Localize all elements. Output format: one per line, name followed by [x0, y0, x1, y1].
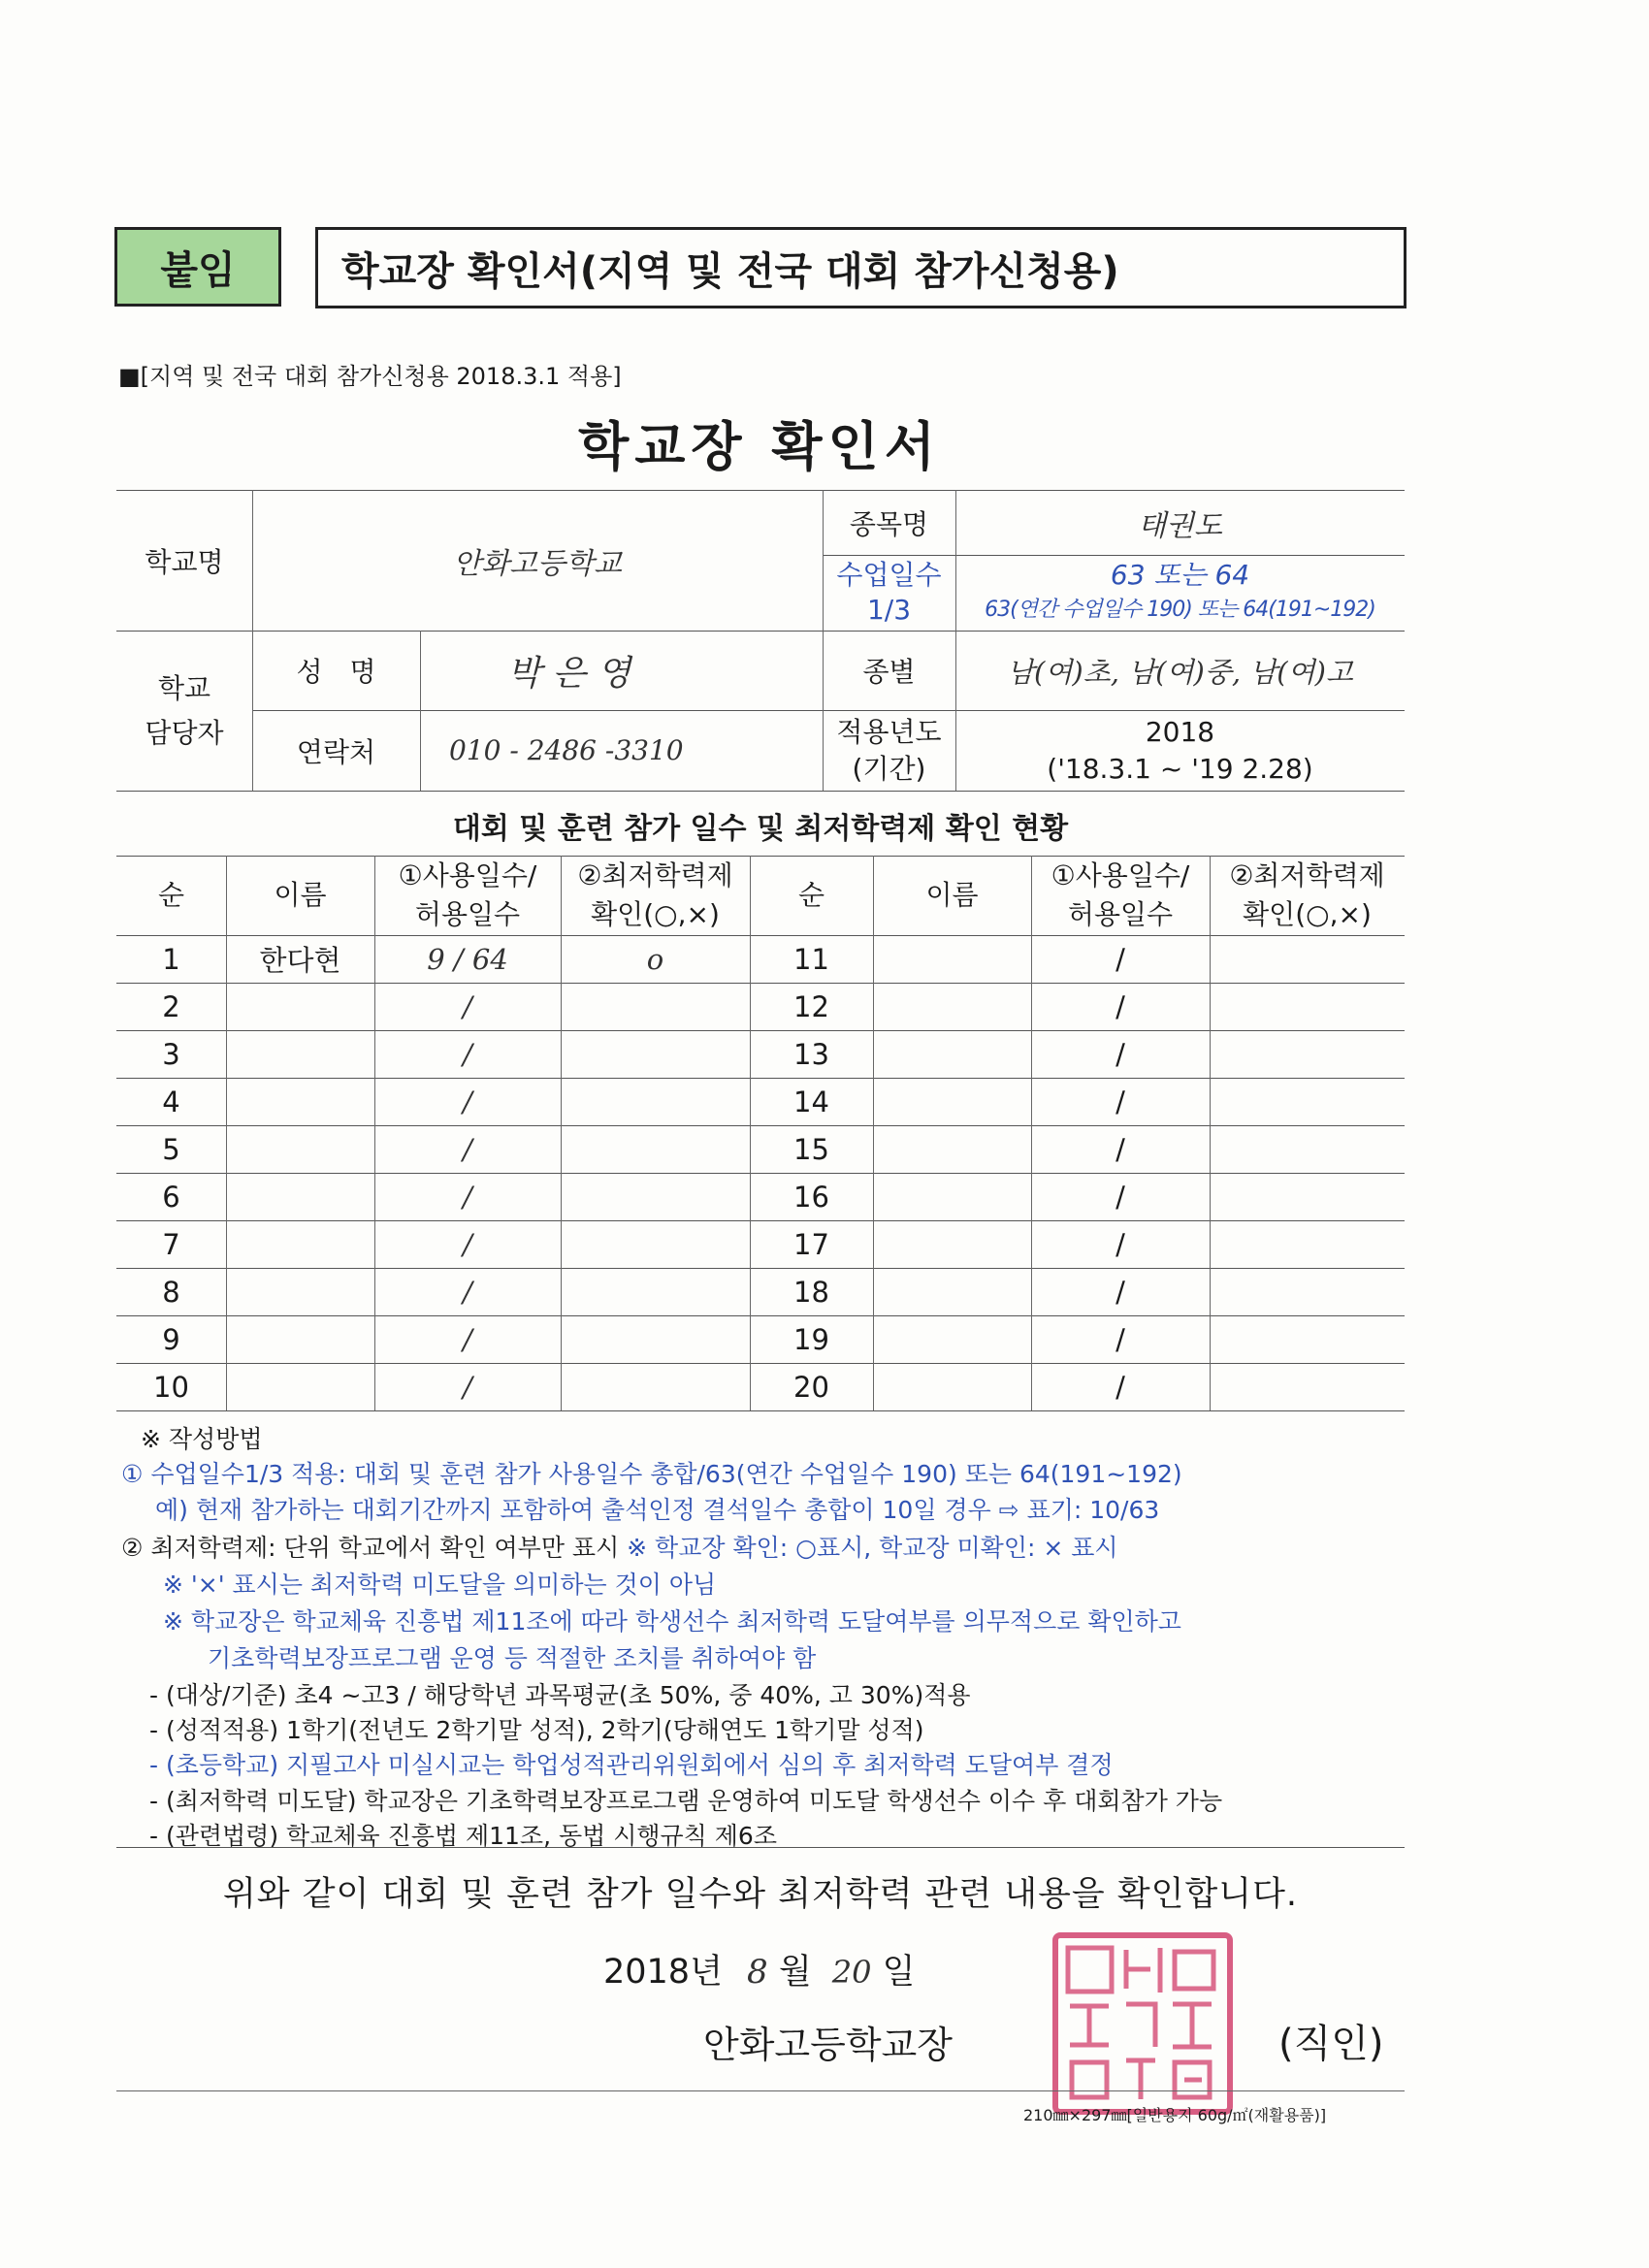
roster-cell-l-check [561, 983, 750, 1030]
roster-cell-l-name [226, 1220, 374, 1268]
roster-header-no-left [116, 856, 226, 935]
contact-label: 연락처 [296, 735, 376, 768]
roster-cell-l-name [226, 1030, 374, 1078]
date-year: 2018년 [603, 1953, 723, 1992]
note-7: - (관련법령) 학교체육 진흥법 제11조, 동법 시행규칙 제6조 [149, 1822, 777, 1850]
roster-cell-r-days: / [1116, 1322, 1125, 1356]
note-2b: ※ '×' 표시는 최저학력 미도달을 의미하는 것이 아님 [163, 1571, 717, 1599]
roster-cell-l-name [226, 1173, 374, 1220]
roster-cell-l-check [561, 1125, 750, 1173]
roster-header-text: 이름 [274, 879, 327, 911]
roster-cell-l-check [561, 1363, 750, 1410]
roster-cell-l-days: / [463, 1322, 472, 1356]
roster-cell-r-days: / [1116, 1275, 1125, 1309]
roster-cell-l-name: 한다현 [259, 944, 341, 977]
note-6: - (최저학력 미도달) 학교장은 기초학력보장프로그램 운영하여 미도달 학생선수 이수 후 대회참가 가능 [149, 1787, 1223, 1815]
note-2a-text: ② 최저학력제: 단위 학교에서 확인 여부만 표시 [121, 1534, 620, 1562]
roster-cell-l-no: 2 [162, 989, 180, 1023]
roster-header-name-left [226, 856, 374, 935]
roster-cell-l-no: 7 [162, 1227, 180, 1261]
roster-cell-r-no: 13 [793, 1037, 829, 1071]
preface-note: ■[지역 및 전국 대회 참가신청용 2018.3.1 적용] [118, 363, 622, 390]
note-1a: ① 수업일수1/3 적용: 대회 및 훈련 참가 사용일수 총합/63(연간 수업일수 190) 또는 64(191~192) [121, 1460, 1182, 1488]
staff-name-value: 박 은 영 [507, 653, 631, 694]
roster-cell-l-name [226, 1125, 374, 1173]
seal-label: (직인) [1278, 2022, 1384, 2066]
name-label: 성 명 [296, 656, 376, 688]
roster-cell-l-no: 8 [162, 1275, 180, 1309]
roster-cell-l-no: 10 [153, 1370, 189, 1404]
roster-header-text: 확인(○,×) [1243, 898, 1372, 930]
note-2a-marks: ※ 학교장 확인: ○표시, 학교장 미확인: × 표시 [619, 1534, 1118, 1562]
roster-cell-l-name [226, 1363, 374, 1410]
note-2c: ※ 학교장은 학교체육 진흥법 제11조에 따라 학생선수 최저학력 도달여부를 의무적으로 확인하고 [163, 1607, 1181, 1636]
document-title: 학교장 확인서 [578, 416, 941, 477]
roster-cell-l-no: 4 [162, 1085, 180, 1118]
roster-header-check-right [1210, 856, 1405, 935]
roster-header-text: 순 [157, 879, 185, 911]
note-1b: 예) 현재 참가하는 대회기간까지 포함하여 출석인정 결석일수 총합이 10일 경우 ⇨ 표기: 10/63 [155, 1496, 1160, 1524]
confirmation-statement: 위와 같이 대회 및 훈련 참가 일수와 최저학력 관련 내용을 확인합니다. [222, 1875, 1299, 1914]
roster-cell-l-days: / [463, 1132, 472, 1166]
roster-header-check-left [561, 856, 750, 935]
roster-header-text: ②최저학력제 [577, 859, 733, 891]
note-5: - (초등학교) 지필고사 미실시교는 학업성적관리위원회에서 심의 후 최저학력 도달여부 결정 [149, 1751, 1114, 1779]
date-month: 8 [747, 1953, 768, 1992]
seal-glyphs [1058, 1938, 1227, 2109]
year-label [823, 710, 955, 791]
roster-cell-r-no: 12 [793, 989, 829, 1023]
roster-cell-l-name [226, 1268, 374, 1315]
roster-cell-l-name [226, 1078, 374, 1125]
roster-cell-l-check [561, 1220, 750, 1268]
year-value-line1: 2018 [1145, 715, 1215, 748]
paper-spec-footer: 210㎜×297㎜[일반용지 60g/㎡(재활용품)] [1023, 2106, 1327, 2124]
date-day-unit: 일 [882, 1953, 916, 1992]
event-value: 태권도 [1138, 508, 1222, 543]
roster-cell-l-no: 3 [162, 1037, 180, 1071]
roster-cell-r-no: 20 [793, 1370, 829, 1404]
roster-cell-l-days: / [463, 1037, 472, 1071]
roster-cell-r-no: 11 [793, 942, 829, 976]
note-2d: 기초학력보장프로그램 운영 등 적절한 조치를 취하여야 함 [208, 1644, 817, 1672]
roster-cell-l-days: / [463, 989, 472, 1023]
roster-header-days-right [1031, 856, 1210, 935]
roster-cell-l-no: 5 [162, 1132, 180, 1166]
roster-header-days-left [374, 856, 561, 935]
year-label-line2: (기간) [852, 752, 926, 785]
roster-cell-l-check [561, 1315, 750, 1363]
gender-label: 종별 [862, 656, 916, 688]
roster-header-no-right [750, 856, 873, 935]
attachment-badge: 붙임 [114, 227, 281, 307]
roster-header-text: ②최저학력제 [1229, 859, 1385, 891]
roster-header-text: 확인(○,×) [591, 898, 720, 930]
note-3: - (대상/기준) 초4 ~고3 / 해당학년 과목평균(초 50%, 중 40%, 고 30%)적용 [149, 1681, 971, 1709]
roster-cell-r-no: 17 [793, 1227, 829, 1261]
sign-date [603, 1945, 915, 1993]
header-title: 학교장 확인서(지역 및 전국 대회 참가신청용) [315, 227, 1406, 308]
roster-cell-r-no: 14 [793, 1085, 829, 1118]
school-name-value: 안화고등학교 [453, 546, 622, 581]
class-days-value-line2: 63(연간 수업일수 190) 또는 64(191~192) [985, 598, 1375, 622]
roster-cell-r-days: / [1116, 1227, 1125, 1261]
roster-cell-l-days: / [463, 1275, 472, 1309]
roster-cell-l-check [561, 1078, 750, 1125]
roster-cell-l-name [226, 983, 374, 1030]
year-value [955, 710, 1405, 791]
roster-cell-r-no: 15 [793, 1132, 829, 1166]
roster-cell-l-check: o [646, 942, 664, 976]
status-title: 대회 및 훈련 참가 일수 및 최저학력제 확인 현황 [452, 812, 1069, 846]
school-name-label: 학교명 [145, 545, 224, 578]
roster-cell-l-days: 9 / 64 [427, 942, 508, 976]
roster-header-text: 이름 [925, 879, 979, 911]
roster-cell-r-days: / [1116, 942, 1125, 976]
class-days-value [955, 555, 1405, 631]
year-label-line1: 적용년도 [836, 715, 942, 748]
class-days-label [823, 555, 955, 631]
class-days-label-line1: 수업일수 [836, 559, 942, 591]
roster-cell-l-days: / [463, 1370, 472, 1404]
date-month-unit: 월 [778, 1953, 812, 1992]
staff-label-line2: 담당자 [145, 716, 224, 749]
roster-header-name-right [873, 856, 1031, 935]
roster-cell-r-no: 18 [793, 1275, 829, 1309]
roster-cell-r-days: / [1116, 989, 1125, 1023]
roster-cell-l-days: / [463, 1085, 472, 1118]
roster-cell-l-name [226, 1315, 374, 1363]
roster-cell-r-days: / [1116, 1132, 1125, 1166]
roster-header-text: ①사용일수/ [398, 859, 537, 891]
roster-cell-l-check [561, 1268, 750, 1315]
roster-cell-l-days: / [463, 1180, 472, 1214]
roster-cell-r-days: / [1116, 1037, 1125, 1071]
event-label: 종목명 [849, 507, 929, 540]
roster-cell-l-days: / [463, 1227, 472, 1261]
staff-label [116, 631, 252, 791]
roster-header-text: 허용일수 [414, 898, 521, 930]
note-4: - (성적적용) 1학기(전년도 2학기말 성적), 2학기(당해연도 1학기말 성적) [149, 1716, 924, 1744]
roster-cell-r-days: / [1116, 1370, 1125, 1404]
roster-cell-r-no: 19 [793, 1322, 829, 1356]
class-days-label-line2: 1/3 [866, 594, 912, 626]
notes-heading: ※ 작성방법 [141, 1425, 263, 1453]
roster-header-text: 허용일수 [1067, 898, 1174, 930]
roster-cell-l-check [561, 1173, 750, 1220]
staff-label-line1: 학교 [157, 671, 211, 704]
official-seal-stamp [1052, 1932, 1233, 2115]
contact-value: 010 - 2486 -3310 [449, 734, 684, 766]
roster-cell-r-days: / [1116, 1180, 1125, 1214]
note-2a [121, 1529, 1118, 1564]
date-day: 20 [831, 1954, 872, 1991]
roster-cell-r-no: 16 [793, 1180, 829, 1214]
year-value-line2: ('18.3.1 ~ '19 2.28) [1047, 752, 1313, 785]
class-days-value-line1: 63 또는 64 [1110, 559, 1250, 591]
gender-value: 남(여)초, 남(여)중, 남(여)고 [1007, 655, 1353, 689]
roster-header-text: 순 [797, 879, 825, 911]
roster-cell-l-no: 6 [162, 1180, 180, 1214]
roster-cell-l-no: 9 [162, 1322, 180, 1356]
roster-header-text: ①사용일수/ [1051, 859, 1190, 891]
roster-cell-l-no: 1 [162, 942, 180, 976]
roster-cell-l-check [561, 1030, 750, 1078]
roster-cell-r-days: / [1116, 1085, 1125, 1118]
signer-title: 안화고등학교장 [703, 2024, 953, 2066]
